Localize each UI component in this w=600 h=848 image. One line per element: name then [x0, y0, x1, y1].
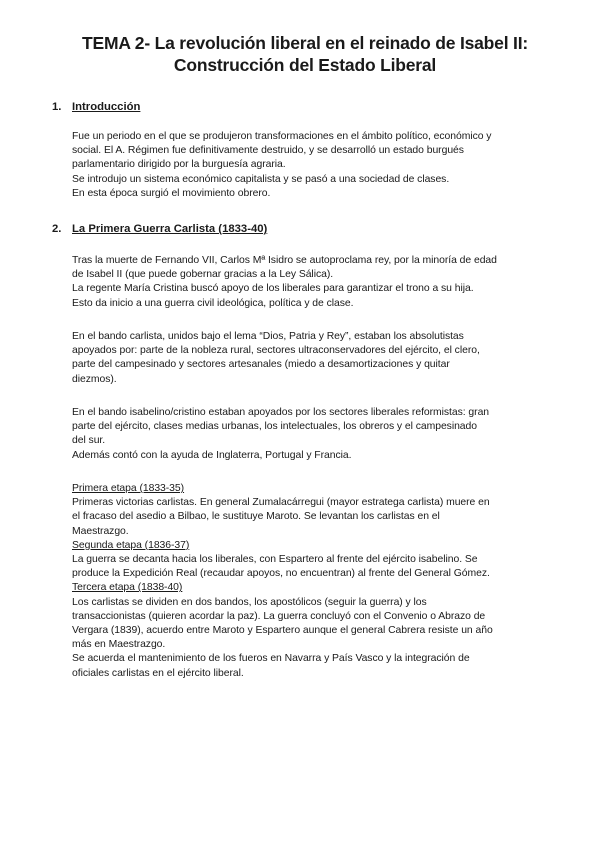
text-line: más en Maestrazgo.	[72, 639, 166, 651]
section-title: La Primera Guerra Carlista (1833-40)	[72, 223, 268, 235]
text-line: parte del campesinado y sectores artesanales (miedo a desamortizaciones y quitar	[72, 359, 450, 371]
intro-paragraph	[72, 130, 572, 201]
text-line: Fue un periodo en el que se produjeron transformaciones en el ámbito político, económico y	[72, 131, 492, 142]
text-line: de Isabel II (que puede gobernar gracias a la Ley Sálica).	[72, 269, 334, 281]
stages-block	[72, 482, 572, 681]
text-line: La regente María Cristina buscó apoyo de los liberales para garantizar el trono a su hija.	[72, 283, 474, 295]
text-line: apoyados por: parte de la nobleza rural, sectores ultraconservadores del ejército, el clero,	[72, 345, 480, 357]
text-line: En esta época surgió el movimiento obrero.	[72, 187, 271, 199]
section-number: 1.	[52, 101, 62, 113]
text-line: Maestrazgo.	[72, 525, 129, 537]
text-line: parlamentario dirigido por la burguesía agraria.	[72, 159, 286, 171]
document-title	[40, 32, 570, 76]
text-line: Vergara (1839), acuerdo entre Maroto y Espartero aunque el general Cabrera resiste un año	[72, 625, 493, 637]
text-line: Esto da inicio a una guerra civil ideológica, política y de clase.	[72, 297, 354, 309]
section-heading-introduccion	[52, 100, 140, 115]
section-title: Introducción	[72, 101, 141, 113]
text-line: social. El A. Régimen fue definitivamente destruido, y se desarrolló un estado burgués	[72, 145, 464, 157]
section-heading-primera-guerra-carlista	[52, 222, 267, 237]
title-line-1: TEMA 2- La revolución liberal en el reinado de Isabel II:	[82, 33, 528, 53]
text-line: En el bando carlista, unidos bajo el lema “Dios, Patria y Rey”, estaban los absolutistas	[72, 331, 464, 342]
text-line: del sur.	[72, 435, 106, 447]
text-line: Se introdujo un sistema económico capitalista y se pasó a una sociedad de clases.	[72, 173, 450, 185]
text-line: Primeras victorias carlistas. En general Zumalacárregui (mayor estratega carlista) muere en	[72, 497, 490, 509]
paragraph-muerte-fernando	[72, 254, 572, 311]
stage-title: Primera etapa (1833-35)	[72, 483, 185, 494]
paragraph-bando-carlista	[72, 330, 572, 387]
text-line: Además contó con la ayuda de Inglaterra, Portugal y Francia.	[72, 449, 352, 461]
text-line: Los carlistas se dividen en dos bandos, los apostólicos (seguir la guerra) y los	[72, 596, 427, 608]
text-line: Tras la muerte de Fernando VII, Carlos Mª Isidro se autoproclama rey, por la minoría de edad	[72, 255, 497, 266]
text-line: La guerra se decanta hacia los liberales, con Espartero al frente del ejército isabelino. Se	[72, 554, 478, 566]
section-number: 2.	[52, 223, 62, 235]
text-line: el fracaso del asedio a Bilbao, le sustituye Maroto. Se levantan los carlistas en el	[72, 511, 440, 523]
text-line: En el bando isabelino/cristino estaban apoyados por los sectores liberales reformistas: gran	[72, 407, 490, 418]
paragraph-bando-isabelino	[72, 406, 572, 463]
text-line: produce la Expedición Real (recaudar apoyos, no encuentran) al frente del General Gómez.	[72, 568, 490, 580]
stage-title: Segunda etapa (1836-37)	[72, 539, 190, 551]
text-line: Se acuerda el mantenimiento de los fueros en Navarra y País Vasco y la integración de	[72, 653, 470, 665]
text-line: diezmos).	[72, 373, 117, 385]
stage-title: Tercera etapa (1838-40)	[72, 582, 183, 594]
text-line: transaccionistas (quieren acordar la paz). La guerra concluyó con el Convenio o Abrazo de	[72, 610, 486, 622]
text-line: parte del ejército, clases medias urbanas, los intelectuales, los obreros y el campesinado	[72, 421, 477, 433]
text-line: oficiales carlistas en el ejército liberal.	[72, 667, 244, 679]
title-line-2: Construcción del Estado Liberal	[173, 55, 437, 75]
